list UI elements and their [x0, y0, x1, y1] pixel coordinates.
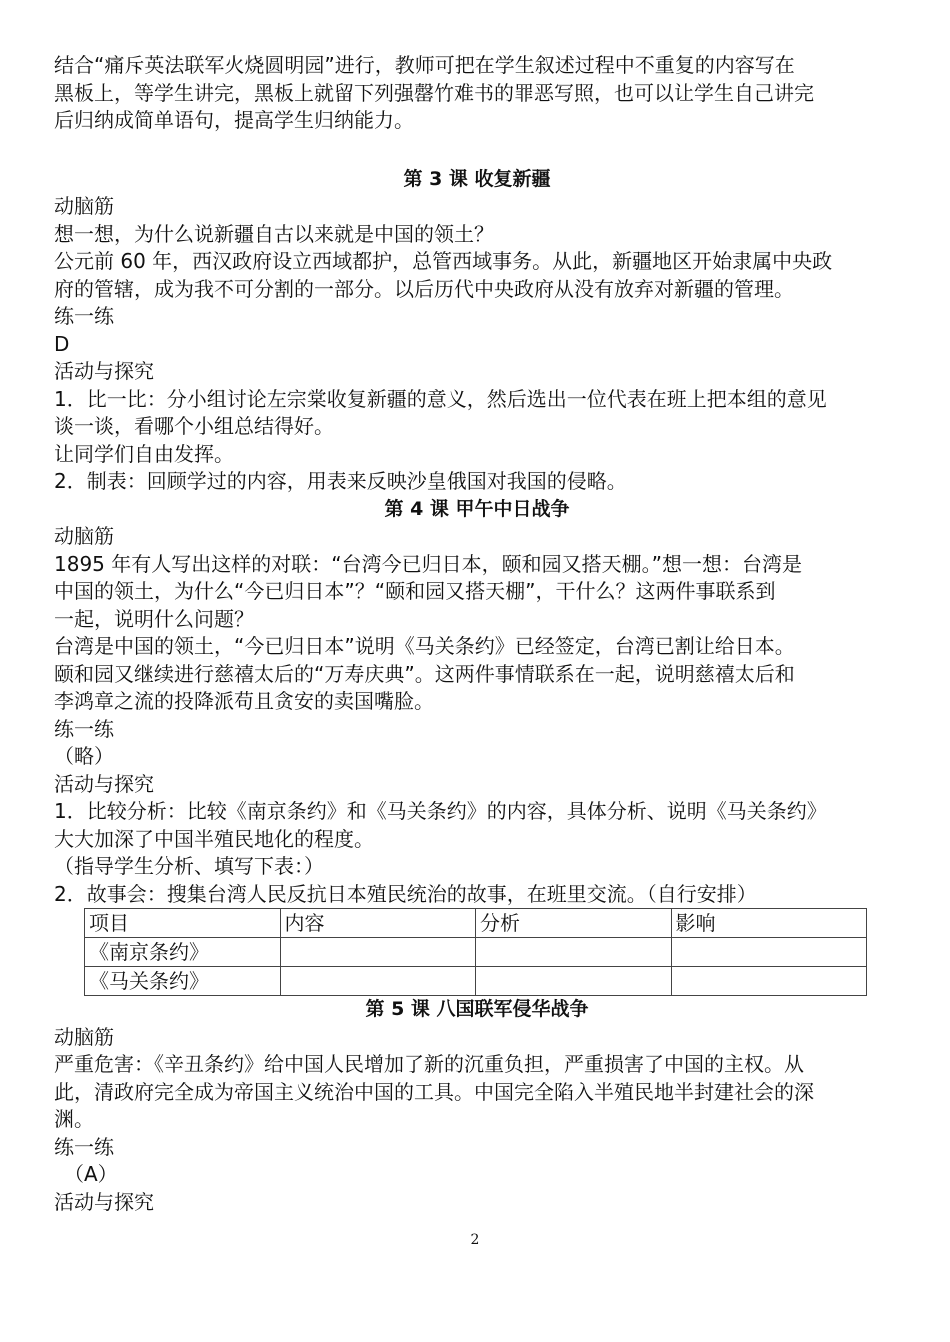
- lesson3-section-practice: 练一练: [54, 304, 114, 328]
- lesson3-section-activity: 活动与探究: [54, 359, 154, 383]
- lesson5-section-practice: 练一练: [54, 1134, 114, 1159]
- lesson4-answer-line-3: 李鸿章之流的投降派苟且贪安的卖国嘴脸。: [54, 689, 434, 713]
- table-cell: [280, 967, 476, 996]
- lesson4-answer-line-2: 颐和园又继续进行慈禧太后的“万寿庆典”。这两件事情联系在一起，说明慈禧太后和: [54, 661, 795, 686]
- lesson4-section-activity: 活动与探究: [54, 771, 154, 796]
- table-row: [85, 967, 867, 996]
- table-header-cell: 项目: [85, 909, 281, 938]
- table-cell: [280, 938, 476, 967]
- lesson4-activity1-line-1: 1．比较分析：比较《南京条约》和《马关条约》的内容，具体分析、说明《马关条约》: [54, 799, 827, 823]
- page-number: 2: [470, 1232, 480, 1248]
- lesson3-section-think: 动脑筋: [54, 194, 114, 218]
- lesson4-section-practice: 练一练: [54, 716, 114, 741]
- table-header-cell: 影响: [671, 909, 867, 938]
- lesson4-question-line-1: 1895 年有人写出这样的对联：“台湾今已归日本，颐和园又搭天棚。”想一想：台湾是: [54, 551, 802, 576]
- table-cell: [671, 967, 867, 996]
- lesson4-title: 第 4 课 甲午中日战争: [384, 497, 570, 520]
- treaty-comparison-table: [84, 908, 867, 996]
- lesson4-activity2: 2．故事会：搜集台湾人民反抗日本殖民统治的故事，在班里交流。（自行安排）: [54, 881, 757, 906]
- lesson4-question-line-3: 一起，说明什么问题？: [54, 606, 254, 631]
- lesson4-practice-answer: （略）: [54, 744, 114, 768]
- lesson4-answer-line-1: 台湾是中国的领土，“今已归日本”说明《马关条约》已经签定，台湾已割让给日本。: [54, 634, 795, 658]
- lesson5-section-activity: 活动与探究: [54, 1189, 154, 1214]
- table-cell: [476, 938, 672, 967]
- lesson3-question: 想一想，为什么说新疆自古以来就是中国的领土？: [54, 221, 494, 246]
- lesson4-activity1-note: （指导学生分析、填写下表：）: [54, 854, 324, 878]
- lesson5-answer-line-2: 此，清政府完全成为帝国主义统治中国的工具。中国完全陷入半殖民地半封建社会的深: [54, 1079, 814, 1104]
- lesson5-answer-line-3: 渊。: [54, 1107, 94, 1131]
- intro-line-2: 黑板上，等学生讲完，黑板上就留下列强罄竹难书的罪恶写照，也可以让学生自己讲完: [54, 80, 814, 105]
- table-header-cell: 内容: [280, 909, 476, 938]
- lesson5-section-think: 动脑筋: [54, 1024, 114, 1049]
- table-row: [85, 938, 867, 967]
- table-cell: 《南京条约》: [85, 938, 281, 967]
- lesson3-answer-line-1: 公元前 60 年，西汉政府设立西域都护，总管西域事务。从此，新疆地区开始隶属中央政: [54, 249, 833, 273]
- table-header-cell: 分析: [476, 909, 672, 938]
- table-cell: [476, 967, 672, 996]
- lesson3-activity1-note: 让同学们自由发挥。: [54, 441, 234, 466]
- lesson3-activity1-line-1: 1．比一比：分小组讨论左宗棠收复新疆的意义，然后选出一位代表在班上把本组的意见: [54, 386, 827, 411]
- lesson3-title: 第 3 课 收复新疆: [403, 167, 551, 190]
- lesson3-answer-line-2: 府的管辖，成为我不可分割的一部分。以后历代中央政府从没有放弃对新疆的管理。: [54, 276, 794, 301]
- lesson3-activity1-line-2: 谈一谈，看哪个小组总结得好。: [54, 414, 334, 438]
- lesson5-practice-answer: （A）: [64, 1162, 118, 1186]
- lesson5-title: 第 5 课 八国联军侵华战争: [365, 998, 589, 1020]
- lesson5-answer-line-1: 严重危害：《辛丑条约》给中国人民增加了新的沉重负担，严重损害了中国的主权。从: [54, 1052, 804, 1076]
- lesson3-activity2: 2．制表：回顾学过的内容，用表来反映沙皇俄国对我国的侵略。: [54, 469, 627, 493]
- document-page: [54, 52, 900, 1216]
- intro-line-1: 结合“痛斥英法联军火烧圆明园”进行，教师可把在学生叙述过程中不重复的内容写在: [54, 53, 795, 77]
- table-cell: [671, 938, 867, 967]
- lesson4-question-line-2: 中国的领土，为什么“今已归日本”？“颐和园又搭天棚”，干什么？这两件事联系到: [54, 579, 776, 603]
- table-header-row: [85, 909, 867, 938]
- lesson4-section-think: 动脑筋: [54, 524, 114, 548]
- lesson4-activity1-line-2: 大大加深了中国半殖民地化的程度。: [54, 826, 374, 851]
- table-cell: 《马关条约》: [85, 967, 281, 996]
- lesson3-practice-answer: D: [54, 331, 70, 356]
- intro-line-3: 后归纳成简单语句，提高学生归纳能力。: [54, 108, 414, 132]
